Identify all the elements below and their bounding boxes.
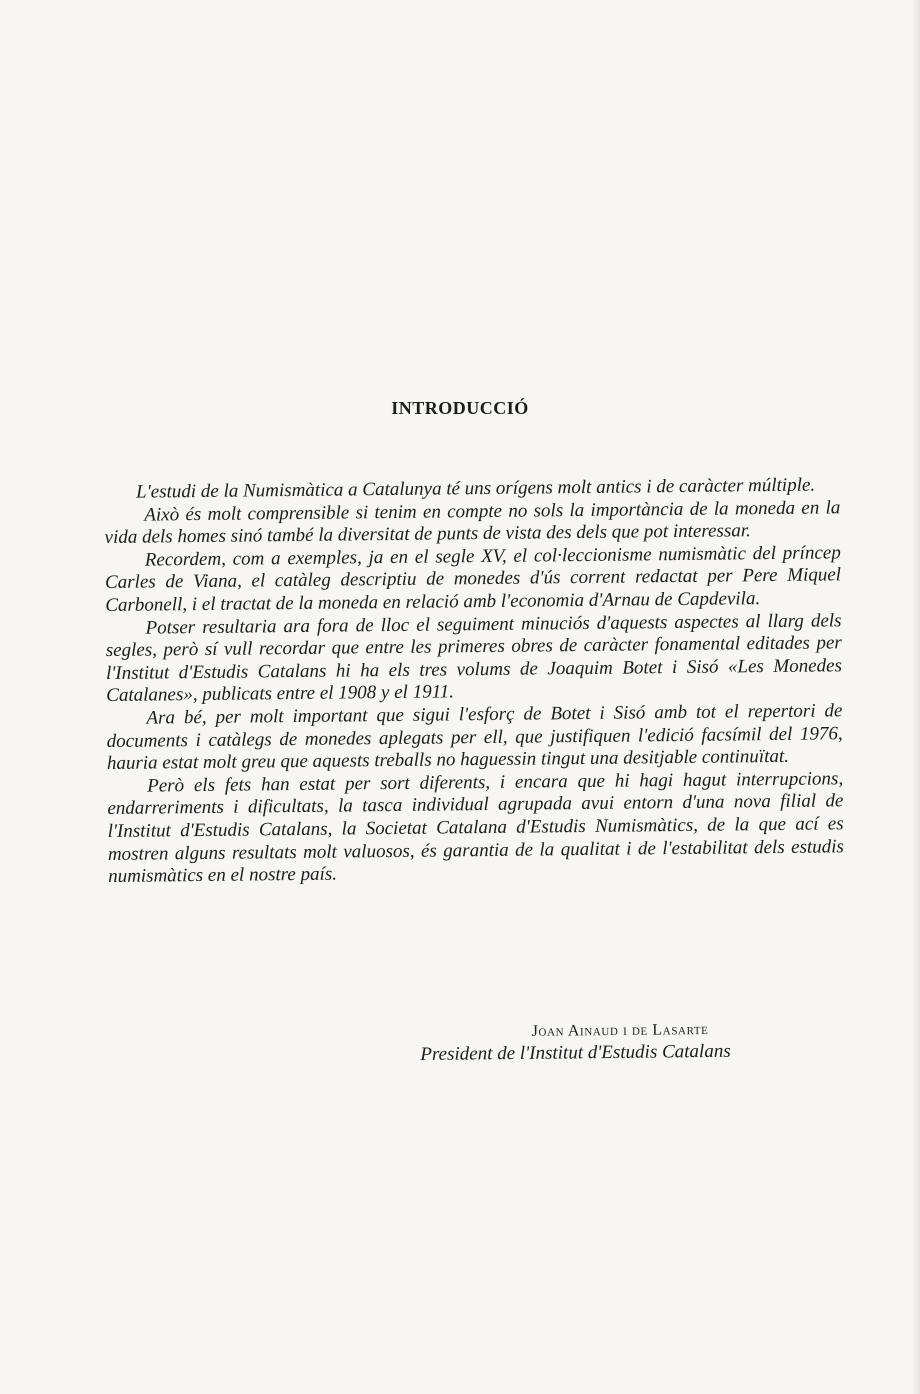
signature-name: Joan Ainaud i de Lasarte (531, 1020, 709, 1040)
signature-role: President de l'Institut d'Estudis Catalans (420, 1040, 731, 1065)
paragraph: L'estudi de la Numismàtica a Catalunya té uns orígens molt antics i de caràcter múltiple. (135, 474, 816, 503)
signature-block (420, 1020, 820, 1066)
page-title: INTRODUCCIÓ (391, 398, 529, 418)
paragraph: Potser resultaria ara fora de lloc el seguiment minuciós d'aquests aspectes al llarg dels segles, però sí vull recordar que entre les primeres obres de caràcter fonamental editades per l'Institut d'Estudis Catalans hi ha els tres volums de Joaquim Botet i Sisó «Les Monedes Catalanes», publicats entre el 1908 y el 1911. (105, 609, 843, 707)
paragraph: Això és molt comprensible si tenim en compte no sols la importància de la moneda en la vida dels homes sinó també la diversitat de punts de vista des dels que pot interessar. (104, 496, 841, 549)
page-edge-shadow (912, 0, 920, 1394)
paragraph: Ara bé, per molt important que sigui l'esforç de Botet i Sisó amb tot el repertori de documents i catàlegs de monedes aplegats per ell, que justifiquen l'edició facsímil del 1976, hauria estat molt greu que aquests treballs no haguessin tingut una desitjable continuïtat. (106, 700, 843, 775)
introduction-body (104, 474, 844, 888)
paragraph: Però els fets han estat per sort diferents, i encara que hi hagi hagut interrupcions, endarreriments i dificultats, la tasca individual agrupada avui entorn d'una nova filial de l'Institut d'Estudis Catalans, la Societat Catalana d'Estudis Numismàtics, de la que ací es mostren alguns resultats molt valuosos, és garantia de la qualitat i de l'estabilitat dels estudis numismàtics en el nostre país. (107, 767, 844, 888)
paragraph: Recordem, com a exemples, ja en el segle XV, el col·leccionisme numismàtic del príncep Carles de Viana, el catàleg descriptiu de monedes d'ús corrent redactat per Pere Miquel Carbonell, i el tractat de la moneda en relació amb l'economia d'Arnau de Capdevila. (104, 542, 842, 616)
